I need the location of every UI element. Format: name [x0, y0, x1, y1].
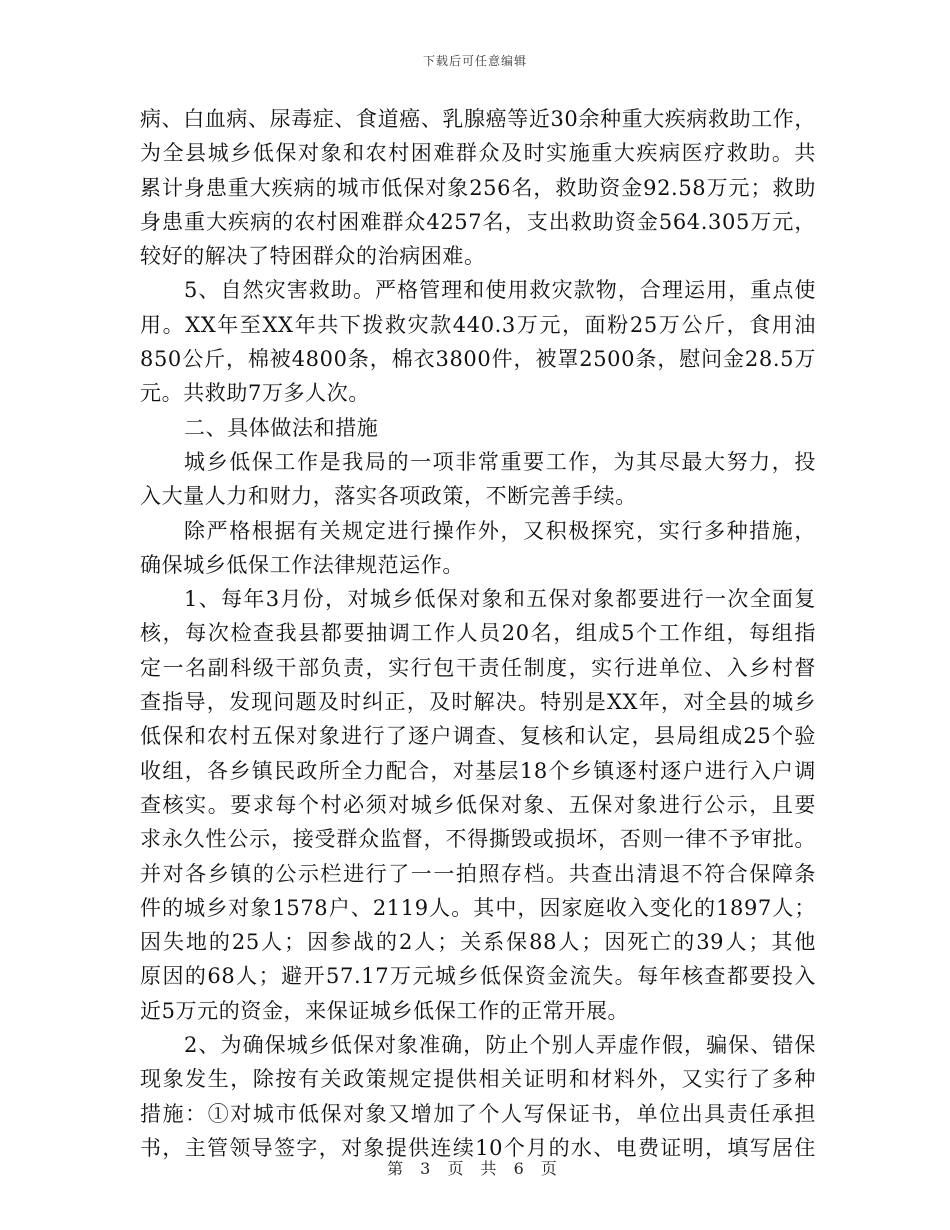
- text-line: 病、白血病、尿毒症、食道癌、乳腺癌等近30余种重大疾病救助工作，: [140, 107, 816, 131]
- text-line: 核，每次检查我县都要抽调工作人员20名，组成5个工作组，每组指: [140, 621, 816, 646]
- text-line: 除严格根据有关规定进行操作外，又积极探究，实行多种措施，: [184, 518, 816, 543]
- text-line: 入大量人力和财力，落实各项政策，不断完善手续。: [140, 484, 637, 509]
- page-header: 下载后可任意编辑: [422, 54, 527, 68]
- text-line: 原因的68人；避开57.17万元城乡低保资金流失。每年核查都要投入: [140, 964, 816, 989]
- text-line: 查核实。要求每个村必须对城乡低保对象、五保对象进行公示，且要: [140, 792, 816, 817]
- text-line: 2、为确保城乡低保对象准确，防止个别人弄虚作假，骗保、错保: [184, 1033, 816, 1058]
- text-line: 查指导，发现问题及时纠正，及时解决。特别是XX年，对全县的城乡: [140, 690, 816, 715]
- text-line: 1、每年3月份，对城乡低保对象和五保对象都要进行一次全面复: [184, 587, 816, 612]
- text-line: 因失地的25人；因参战的2人；关系保88人；因死亡的39人；其他: [140, 930, 816, 955]
- text-line: 元。共救助7万多人次。: [140, 381, 370, 406]
- text-line: 件的城乡对象1578户、2119人。其中，因家庭收入变化的1897人；: [140, 895, 816, 920]
- text-line: 二、具体做法和措施: [184, 415, 379, 440]
- text-line: 身患重大疾病的农村困难群众4257名，支出救助资金564.305万元，: [140, 209, 816, 234]
- document-body: [140, 102, 816, 1165]
- page-footer: 第 3 页 共 6 页: [387, 1159, 563, 1178]
- text-line: 累计身患重大疾病的城市低保对象256名，救助资金92.58万元；救助: [140, 175, 816, 200]
- text-line: 确保城乡低保工作法律规范运作。: [140, 552, 464, 577]
- text-line: 书，主管领导签字，对象提供连续10个月的水、电费证明，填写居住: [140, 1135, 816, 1160]
- text-line: 近5万元的资金，来保证城乡低保工作的正常开展。: [140, 998, 630, 1023]
- text-line: 并对各乡镇的公示栏进行了一一拍照存档。共查出清退不符合保障条: [140, 861, 816, 886]
- text-line: 850公斤，棉被4800条，棉衣3800件，被罩2500条，慰问金28.5万: [140, 347, 816, 372]
- text-line: 求永久性公示，接受群众监督，不得撕毁或损坏，否则一律不予审批。: [140, 827, 816, 852]
- text-line: 收组，各乡镇民政所全力配合，对基层18个乡镇逐村逐户进行入户调: [140, 758, 816, 783]
- text-line: 措施：①对城市低保对象又增加了个人写保证书，单位出具责任承担: [140, 1101, 816, 1126]
- text-line: 为全县城乡低保对象和农村困难群众及时实施重大疾病医疗救助。共: [140, 141, 816, 166]
- text-line: 较好的解决了特困群众的治病困难。: [140, 244, 486, 269]
- text-line: 用。XX年至XX年共下拨救灾款440.3万元，面粉25万公斤，食用油: [140, 312, 816, 337]
- text-line: 城乡低保工作是我局的一项非常重要工作，为其尽最大努力，投: [184, 449, 816, 474]
- text-line: 低保和农村五保对象进行了逐户调查、复核和认定，县局组成25个验: [140, 724, 816, 749]
- text-line: 定一名副科级干部负责，实行包干责任制度，实行进单位、入乡村督: [140, 655, 816, 680]
- text-line: 现象发生，除按有关政策规定提供相关证明和材料外，又实行了多种: [140, 1067, 816, 1092]
- text-line: 5、自然灾害救助。严格管理和使用救灾款物，合理运用，重点使: [184, 278, 816, 303]
